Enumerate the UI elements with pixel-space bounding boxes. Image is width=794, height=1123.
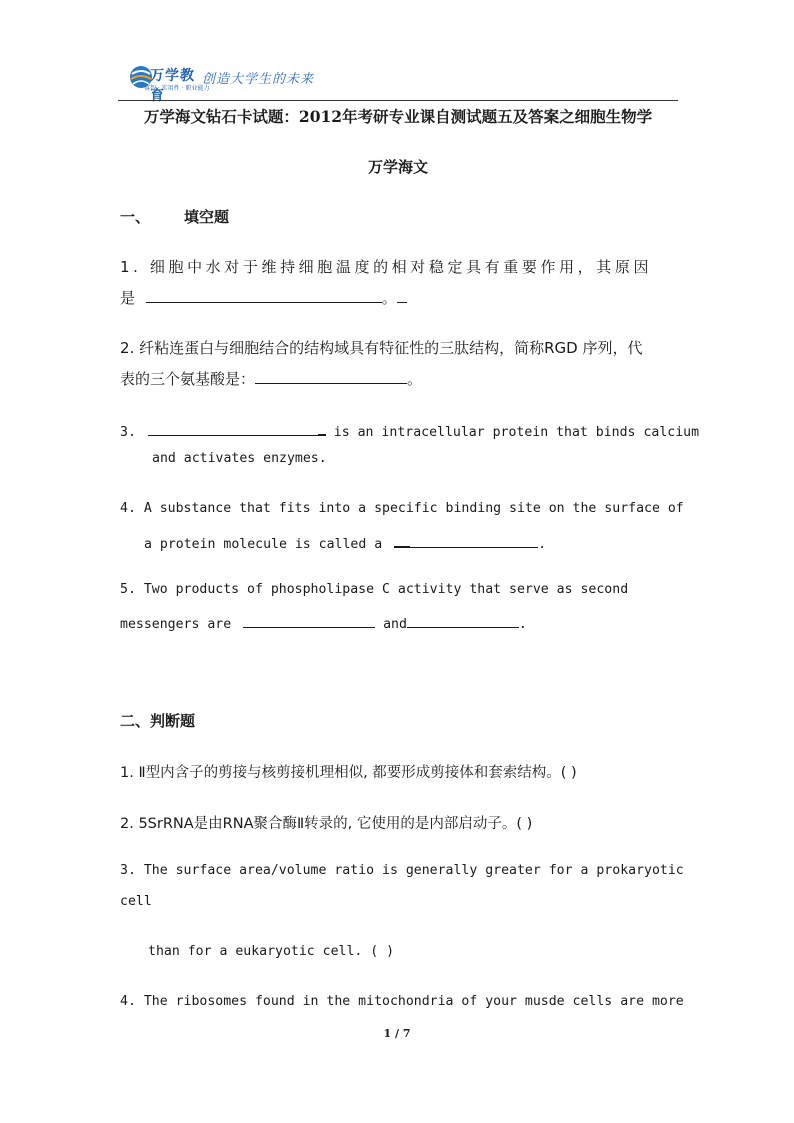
page-number: 1 / 7 [383, 1027, 411, 1040]
question-1-line2 [120, 287, 680, 308]
answer-blank [146, 288, 382, 303]
question-1-suffix: 。 [381, 289, 397, 307]
answer-blank-1 [243, 613, 375, 628]
question-5-line1: 5. Two products of phospholipase C activity that serve as second [120, 582, 629, 597]
logo-subtext: 睿智 · 实用性 · 职业能力 [144, 85, 210, 92]
question-4-prefix: a protein molecule is called a [144, 537, 383, 552]
logo-text: 万学教育 [150, 68, 195, 104]
page-header [118, 58, 678, 104]
question-2-prefix: 表的三个氨基酸是： [120, 370, 256, 388]
section-number: 一、 [120, 208, 151, 226]
section-heading-fill-in [120, 206, 229, 227]
answer-blank-2 [407, 613, 519, 628]
question-4-line1: 4. A substance that fits into a specific binding site on the surface of [120, 501, 684, 516]
question-2-suffix: 。 [407, 370, 423, 388]
tf-question-3-line2: cell [120, 894, 152, 909]
tf-question-1: 1. Ⅱ型内含子的剪接与核剪接机理相似, 都要形成剪接体和套索结构。( ) [120, 765, 577, 781]
question-4-suffix: . [538, 537, 547, 552]
answer-blank [255, 369, 407, 384]
tf-question-3-line3: than for a eukaryotic cell. ( ) [148, 944, 395, 959]
question-1-prefix: 是 [120, 289, 136, 307]
question-1-line1: 1. 细胞中水对于维持细胞温度的相对稳定具有重要作用，其原因 [120, 258, 653, 276]
document-author: 万学海文 [367, 158, 428, 176]
question-5-line2 [120, 613, 680, 632]
question-3-prefix: 3. [120, 425, 136, 440]
question-5-and: and [383, 617, 407, 632]
question-2-line2 [120, 368, 680, 389]
tf-question-3-line1: 3. The surface area/volume ratio is generally greater for a prokaryotic [120, 863, 684, 878]
question-3-line1 [120, 420, 700, 440]
answer-blank [410, 533, 538, 548]
header-tagline: 创造大学生的未来 [202, 72, 315, 87]
question-2-line1: 2. 纤粘连蛋白与细胞结合的结构域具有特征性的三肽结构，简称RGD 序列，代 [120, 339, 643, 357]
question-3-text: is an intracellular protein that binds calcium [333, 425, 700, 440]
question-5-suffix: . [518, 617, 527, 632]
document-title: 万学海文钻石卡试题：2012年考研专业课自测试题五及答案之细胞生物学 [143, 107, 653, 126]
answer-blank [148, 421, 318, 436]
question-3-line2: and activates enzymes. [152, 451, 327, 466]
section-title: 填空题 [184, 208, 230, 226]
tf-question-4-line1: 4. The ribosomes found in the mitochondria of your musde cells are more [120, 994, 684, 1009]
header-divider [118, 100, 678, 101]
question-5-prefix: messengers are [120, 617, 232, 632]
company-logo [128, 62, 210, 104]
section-heading-true-false: 二、判断题 [120, 712, 196, 730]
question-4-line2 [144, 532, 704, 552]
tf-question-2: 2. 5SrRNA是由RNA聚合酶Ⅱ转录的, 它使用的是内部启动子。( ) [120, 816, 533, 832]
